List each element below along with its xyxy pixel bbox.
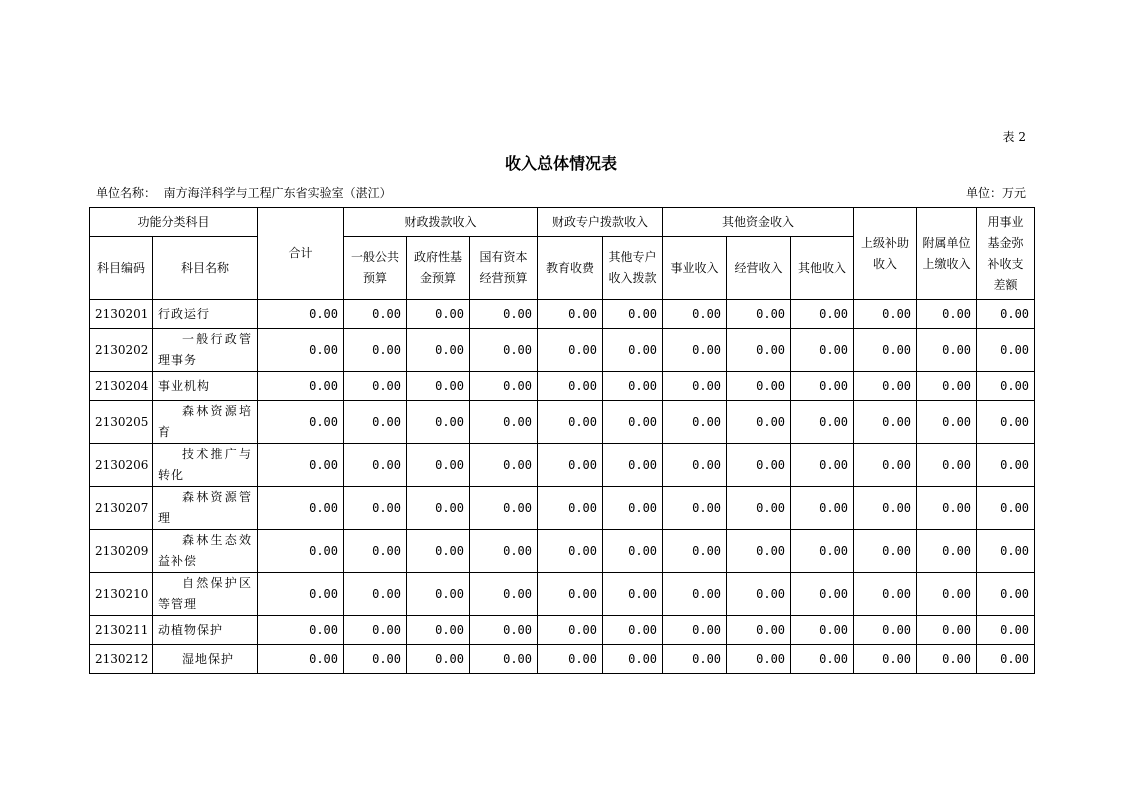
row-value: 0.00 xyxy=(727,401,791,444)
row-code: 2130202 xyxy=(90,329,153,372)
row-value: 0.00 xyxy=(258,329,344,372)
row-value: 0.00 xyxy=(917,616,977,645)
row-value: 0.00 xyxy=(407,487,470,530)
fund-offset-header: 用事业基金弥补收支差额 xyxy=(977,208,1035,300)
row-code: 2130205 xyxy=(90,401,153,444)
table-row xyxy=(90,573,1035,616)
row-value: 0.00 xyxy=(663,573,727,616)
row-value: 0.00 xyxy=(854,487,917,530)
affiliated-header: 附属单位上缴收入 xyxy=(917,208,977,300)
row-value: 0.00 xyxy=(258,401,344,444)
row-value: 0.00 xyxy=(603,616,663,645)
row-code: 2130210 xyxy=(90,573,153,616)
row-value: 0.00 xyxy=(407,573,470,616)
state-capital-header: 国有资本经营预算 xyxy=(470,237,538,300)
row-value: 0.00 xyxy=(977,645,1035,674)
row-value: 0.00 xyxy=(258,487,344,530)
row-code: 2130206 xyxy=(90,444,153,487)
operating-income-header: 经营收入 xyxy=(727,237,791,300)
row-value: 0.00 xyxy=(470,616,538,645)
func-group-header: 功能分类科目 xyxy=(90,208,258,237)
row-value: 0.00 xyxy=(538,300,603,329)
table-row xyxy=(90,300,1035,329)
row-name: 森林生态效益补偿 xyxy=(153,530,258,573)
total-header: 合计 xyxy=(258,208,344,300)
row-value: 0.00 xyxy=(603,487,663,530)
row-value: 0.00 xyxy=(344,487,407,530)
row-value: 0.00 xyxy=(603,401,663,444)
name-header: 科目名称 xyxy=(153,237,258,300)
unit-name: 单位名称： 南方海洋科学与工程广东省实验室（湛江） xyxy=(96,186,392,200)
table-row xyxy=(90,372,1035,401)
row-value: 0.00 xyxy=(603,329,663,372)
row-value: 0.00 xyxy=(791,444,854,487)
other-special-header: 其他专户收入拨款 xyxy=(603,237,663,300)
row-value: 0.00 xyxy=(538,401,603,444)
table-row xyxy=(90,444,1035,487)
row-value: 0.00 xyxy=(791,487,854,530)
row-name: 森林资源管理 xyxy=(153,487,258,530)
row-value: 0.00 xyxy=(258,372,344,401)
row-value: 0.00 xyxy=(344,645,407,674)
row-value: 0.00 xyxy=(470,444,538,487)
row-value: 0.00 xyxy=(663,300,727,329)
row-value: 0.00 xyxy=(977,444,1035,487)
code-header: 科目编码 xyxy=(90,237,153,300)
row-value: 0.00 xyxy=(791,530,854,573)
table-row xyxy=(90,487,1035,530)
income-summary-table xyxy=(89,207,1035,674)
page-title: 收入总体情况表 xyxy=(504,154,617,173)
row-name: 自然保护区等管理 xyxy=(153,573,258,616)
row-value: 0.00 xyxy=(727,300,791,329)
row-value: 0.00 xyxy=(407,401,470,444)
row-code: 2130204 xyxy=(90,372,153,401)
header-row-1 xyxy=(90,208,1035,237)
row-value: 0.00 xyxy=(603,444,663,487)
row-value: 0.00 xyxy=(727,573,791,616)
row-value: 0.00 xyxy=(663,645,727,674)
other-group-header: 其他资金收入 xyxy=(663,208,854,237)
table-row xyxy=(90,329,1035,372)
other-income-header: 其他收入 xyxy=(791,237,854,300)
gov-fund-header: 政府性基金预算 xyxy=(407,237,470,300)
row-code: 2130201 xyxy=(90,300,153,329)
row-value: 0.00 xyxy=(854,444,917,487)
row-value: 0.00 xyxy=(854,645,917,674)
row-value: 0.00 xyxy=(344,401,407,444)
row-code: 2130209 xyxy=(90,530,153,573)
row-value: 0.00 xyxy=(791,573,854,616)
row-value: 0.00 xyxy=(791,401,854,444)
row-value: 0.00 xyxy=(663,372,727,401)
row-value: 0.00 xyxy=(917,401,977,444)
row-value: 0.00 xyxy=(977,616,1035,645)
business-income-header: 事业收入 xyxy=(663,237,727,300)
row-name: 动植物保护 xyxy=(153,616,258,645)
row-value: 0.00 xyxy=(258,530,344,573)
row-value: 0.00 xyxy=(470,329,538,372)
row-value: 0.00 xyxy=(603,573,663,616)
row-value: 0.00 xyxy=(917,645,977,674)
currency-unit: 单位：万元 xyxy=(965,186,1026,200)
general-budget-header: 一般公共预算 xyxy=(344,237,407,300)
row-name: 事业机构 xyxy=(153,372,258,401)
edu-fee-header: 教育收费 xyxy=(538,237,603,300)
row-value: 0.00 xyxy=(727,329,791,372)
row-code: 2130207 xyxy=(90,487,153,530)
row-name: 行政运行 xyxy=(153,300,258,329)
table-row xyxy=(90,530,1035,573)
row-value: 0.00 xyxy=(407,530,470,573)
row-value: 0.00 xyxy=(917,487,977,530)
row-value: 0.00 xyxy=(603,372,663,401)
row-value: 0.00 xyxy=(791,616,854,645)
table-row xyxy=(90,616,1035,645)
row-value: 0.00 xyxy=(344,300,407,329)
row-value: 0.00 xyxy=(977,329,1035,372)
row-value: 0.00 xyxy=(917,573,977,616)
row-value: 0.00 xyxy=(977,487,1035,530)
row-value: 0.00 xyxy=(470,487,538,530)
row-value: 0.00 xyxy=(977,401,1035,444)
row-value: 0.00 xyxy=(470,401,538,444)
row-value: 0.00 xyxy=(854,616,917,645)
row-name: 技术推广与转化 xyxy=(153,444,258,487)
row-value: 0.00 xyxy=(603,645,663,674)
row-value: 0.00 xyxy=(470,300,538,329)
row-value: 0.00 xyxy=(538,573,603,616)
table-number: 表 2 xyxy=(1002,130,1026,144)
row-value: 0.00 xyxy=(791,329,854,372)
row-value: 0.00 xyxy=(538,372,603,401)
fiscal-group-header: 财政拨款收入 xyxy=(344,208,538,237)
row-code: 2130212 xyxy=(90,645,153,674)
row-value: 0.00 xyxy=(470,573,538,616)
row-value: 0.00 xyxy=(791,372,854,401)
row-value: 0.00 xyxy=(663,329,727,372)
row-value: 0.00 xyxy=(258,573,344,616)
row-value: 0.00 xyxy=(603,300,663,329)
row-value: 0.00 xyxy=(344,329,407,372)
row-value: 0.00 xyxy=(407,300,470,329)
row-value: 0.00 xyxy=(470,372,538,401)
row-value: 0.00 xyxy=(663,530,727,573)
superior-subsidy-header: 上级补助收入 xyxy=(854,208,917,300)
row-value: 0.00 xyxy=(538,616,603,645)
row-name: 湿地保护 xyxy=(153,645,258,674)
row-value: 0.00 xyxy=(344,573,407,616)
row-value: 0.00 xyxy=(727,372,791,401)
row-value: 0.00 xyxy=(663,487,727,530)
row-value: 0.00 xyxy=(727,645,791,674)
row-value: 0.00 xyxy=(538,487,603,530)
row-value: 0.00 xyxy=(407,372,470,401)
row-value: 0.00 xyxy=(344,616,407,645)
row-value: 0.00 xyxy=(538,645,603,674)
table-row xyxy=(90,401,1035,444)
row-value: 0.00 xyxy=(258,645,344,674)
table-body xyxy=(90,300,1035,674)
row-value: 0.00 xyxy=(407,329,470,372)
row-value: 0.00 xyxy=(977,372,1035,401)
row-value: 0.00 xyxy=(407,645,470,674)
row-value: 0.00 xyxy=(470,530,538,573)
row-value: 0.00 xyxy=(917,300,977,329)
row-value: 0.00 xyxy=(663,444,727,487)
row-value: 0.00 xyxy=(344,372,407,401)
row-value: 0.00 xyxy=(854,372,917,401)
row-value: 0.00 xyxy=(854,573,917,616)
row-value: 0.00 xyxy=(917,530,977,573)
row-value: 0.00 xyxy=(258,444,344,487)
row-value: 0.00 xyxy=(854,401,917,444)
row-value: 0.00 xyxy=(977,573,1035,616)
row-value: 0.00 xyxy=(727,530,791,573)
special-group-header: 财政专户拨款收入 xyxy=(538,208,663,237)
row-value: 0.00 xyxy=(407,444,470,487)
row-value: 0.00 xyxy=(344,530,407,573)
row-value: 0.00 xyxy=(917,329,977,372)
row-value: 0.00 xyxy=(854,300,917,329)
row-value: 0.00 xyxy=(663,401,727,444)
row-value: 0.00 xyxy=(791,645,854,674)
row-value: 0.00 xyxy=(538,329,603,372)
row-value: 0.00 xyxy=(917,372,977,401)
row-value: 0.00 xyxy=(854,329,917,372)
row-name: 一般行政管理事务 xyxy=(153,329,258,372)
row-value: 0.00 xyxy=(727,487,791,530)
row-value: 0.00 xyxy=(727,444,791,487)
row-value: 0.00 xyxy=(854,530,917,573)
row-value: 0.00 xyxy=(407,616,470,645)
row-value: 0.00 xyxy=(791,300,854,329)
row-value: 0.00 xyxy=(538,530,603,573)
row-value: 0.00 xyxy=(344,444,407,487)
row-value: 0.00 xyxy=(258,616,344,645)
row-value: 0.00 xyxy=(470,645,538,674)
row-value: 0.00 xyxy=(538,444,603,487)
row-value: 0.00 xyxy=(917,444,977,487)
row-value: 0.00 xyxy=(663,616,727,645)
row-code: 2130211 xyxy=(90,616,153,645)
row-value: 0.00 xyxy=(258,300,344,329)
table-row xyxy=(90,645,1035,674)
row-value: 0.00 xyxy=(603,530,663,573)
row-value: 0.00 xyxy=(727,616,791,645)
row-value: 0.00 xyxy=(977,530,1035,573)
row-name: 森林资源培育 xyxy=(153,401,258,444)
row-value: 0.00 xyxy=(977,300,1035,329)
